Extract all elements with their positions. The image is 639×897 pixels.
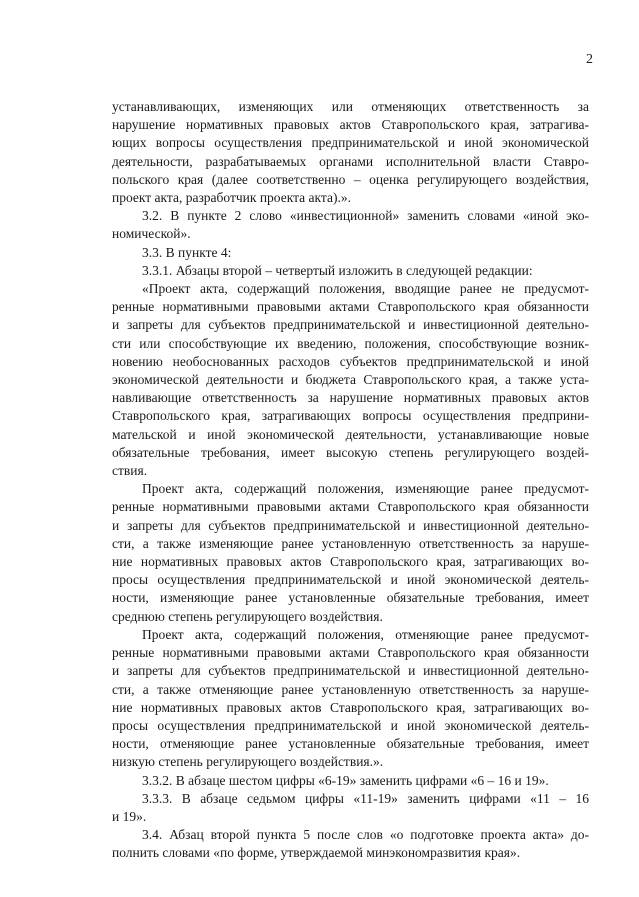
text-line: полнить словами «по форме, утверждаемой минэкономразвития края». xyxy=(112,845,521,861)
text-line: навливающие ответственность за нарушение нормативных правовых актов xyxy=(112,390,589,406)
text-line: среднюю степень регулирующего воздействия. xyxy=(112,608,383,624)
text-line: ности, изменяющие ранее установленные обязательные требования, имеет xyxy=(112,590,589,606)
text-line: ренные нормативными правовыми актами Ставропольского края обязанности xyxy=(112,645,589,661)
document-body xyxy=(112,98,589,863)
text-line: ренные нормативными правовыми актами Ставропольского края обязанности xyxy=(112,299,589,315)
text-line: 3.2. В пункте 2 слово «инвестиционной» заменить словами «иной эко- xyxy=(142,208,589,224)
text-line: ности, отменяющие ранее установленные обязательные требования, имеет xyxy=(112,736,589,752)
text-line: сти или способствующие их введению, положения, способствующие возник- xyxy=(112,335,589,351)
text-line: 3.3.3. В абзаце седьмом цифры «11-19» заменить цифрами «11 – 16 xyxy=(142,790,589,806)
text-line: проект акта, разработчик проекта акта).». xyxy=(112,190,351,206)
text-line: Ставропольского края, затрагивающих вопросы осуществления предприни- xyxy=(112,408,589,424)
text-line: «Проект акта, содержащий положения, вводящие ранее не предусмот- xyxy=(142,281,589,297)
text-line: ренные нормативными правовыми актами Ставропольского края обязанности xyxy=(112,499,589,515)
text-line: деятельности, разрабатываемых органами исполнительной власти Ставро- xyxy=(112,153,589,169)
text-line: ющих вопросы осуществления предпринимательской и иной экономической xyxy=(112,135,589,151)
text-line: ствия. xyxy=(112,463,148,479)
text-line: Проект акта, содержащий положения, отменяющие ранее предусмот- xyxy=(142,626,589,642)
text-line: низкую степень регулирующего воздействия.». xyxy=(112,754,384,770)
text-line: мательской и иной экономической деятельности, устанавливающие новые xyxy=(112,426,589,442)
text-line: и запреты для субъектов предпринимательской и инвестиционной деятельно- xyxy=(112,663,589,679)
text-line: 3.3.1. Абзацы второй – четвертый изложить в следующей редакции: xyxy=(142,262,533,278)
text-line: 3.3.2. В абзаце шестом цифры «6-19» заменить цифрами «6 – 16 и 19». xyxy=(142,772,549,788)
text-line: Проект акта, содержащий положения, изменяющие ранее предусмот- xyxy=(142,481,589,497)
text-line: ние нормативных правовых актов Ставропольского края, затрагивающих во- xyxy=(112,554,589,570)
text-line: просы осуществления предпринимательской и иной экономической деятель- xyxy=(112,717,589,733)
text-line: 3.4. Абзац второй пункта 5 после слов «о подготовке проекта акта» до- xyxy=(142,827,589,843)
page-number: 2 xyxy=(586,52,593,67)
text-line: и запреты для субъектов предпринимательской и инвестиционной деятельно- xyxy=(112,517,589,533)
text-line: обязательные требования, имеет высокую степень регулирующего воздей- xyxy=(112,444,589,460)
text-line: 3.3. В пункте 4: xyxy=(142,244,232,260)
text-line: и 19». xyxy=(112,808,147,824)
text-line: экономической деятельности и бюджета Ставропольского края, а также уста- xyxy=(112,372,589,388)
text-line: новению необоснованных расходов субъектов предпринимательской и иной xyxy=(112,353,589,369)
text-line: нарушение нормативных правовых актов Ставропольского края, затрагива- xyxy=(112,117,589,133)
text-line: просы осуществления предпринимательской и иной экономической деятель- xyxy=(112,572,589,588)
text-line: ние нормативных правовых актов Ставропольского края, затрагивающих во- xyxy=(112,699,589,715)
text-line: номической». xyxy=(112,226,191,242)
text-line: устанавливающих, изменяющих или отменяющих ответственность за xyxy=(112,99,589,114)
text-line: польского края (далее соответственно – оценка регулирующего воздействия, xyxy=(112,171,589,187)
text-line: сти, а также отменяющие ранее установленную ответственность за наруше- xyxy=(112,681,589,697)
text-line: сти, а также изменяющие ранее установленную ответственность за наруше- xyxy=(112,535,589,551)
text-line: и запреты для субъектов предпринимательской и инвестиционной деятельно- xyxy=(112,317,589,333)
